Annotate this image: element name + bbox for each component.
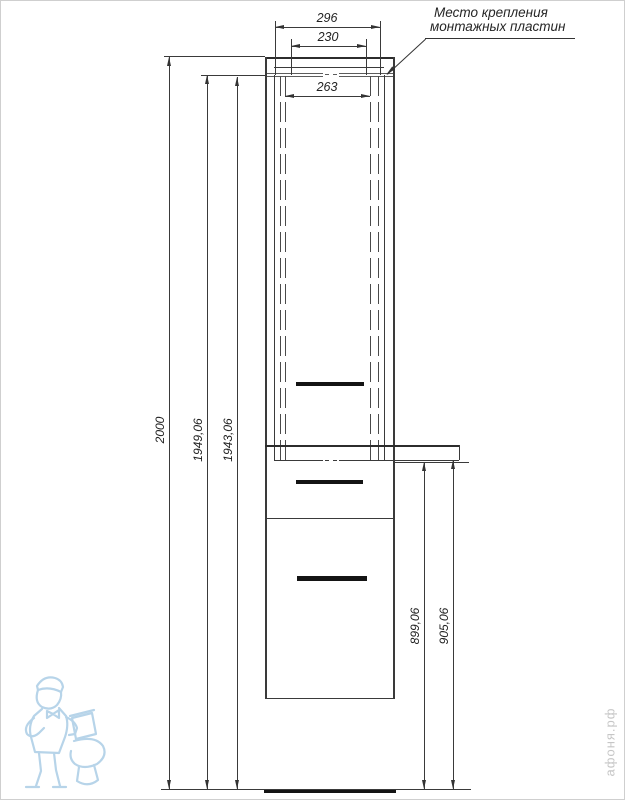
- arrow-icon: [422, 780, 426, 789]
- technical-drawing-canvas: 296 230 263 2000 1949,06 1943,06 899,06 905,06 Место крепления монтажных пластин афоня.рф: [0, 0, 625, 800]
- hidden-line-left: [285, 76, 286, 461]
- left-arm-icon: [26, 718, 44, 736]
- cabinet-base-line: [264, 790, 396, 793]
- ext-line-296-left: [275, 21, 276, 75]
- mount-line-upper-left: [265, 73, 323, 74]
- arrow-icon: [285, 94, 294, 98]
- ext-line-230-right: [366, 39, 367, 75]
- arrow-icon: [291, 44, 300, 48]
- countertop-right-edge: [459, 445, 460, 460]
- cabinet-right-edge: [393, 57, 395, 699]
- arrow-icon: [422, 462, 426, 471]
- hidden-line-left: [280, 76, 281, 461]
- head-icon: [37, 690, 62, 709]
- hidden-line-right: [370, 76, 371, 461]
- ext-line-mount-left: [201, 75, 265, 76]
- arrow-icon: [451, 780, 455, 789]
- dim-line-263: [285, 96, 370, 97]
- arrow-icon: [357, 44, 366, 48]
- dim-line-1949: [207, 75, 208, 789]
- dim-line-2000: [169, 57, 170, 789]
- cabinet-inner-right-edge: [384, 75, 385, 461]
- leader-underline: [425, 38, 575, 39]
- drawer-handle: [296, 480, 363, 484]
- dim-line-905: [453, 460, 454, 789]
- hidden-line-right: [378, 76, 379, 461]
- dim-label-263: 263: [316, 80, 338, 94]
- mount-line-break-dash: [333, 74, 337, 75]
- arrow-icon: [235, 77, 239, 86]
- door-bottom-edge: [265, 698, 394, 699]
- arrow-icon: [361, 94, 370, 98]
- ext-line-top-2000: [164, 56, 265, 57]
- countertop-break-dash: [325, 460, 329, 461]
- site-watermark-text: афоня.рф: [602, 707, 618, 777]
- mount-line-break-dash: [325, 74, 329, 75]
- mounting-plate-note: [430, 6, 586, 34]
- cabinet-left-edge: [265, 57, 267, 699]
- countertop-top-edge: [265, 445, 460, 447]
- ext-line-right-dims: [394, 462, 469, 463]
- ext-line-296-right: [380, 21, 381, 75]
- cap-icon: [37, 677, 63, 692]
- cabinet-top-edge: [265, 57, 394, 59]
- dim-label-230: 230: [317, 30, 339, 44]
- dim-line-230: [291, 46, 366, 47]
- dim-line-899: [424, 462, 425, 789]
- legs-icon: [36, 753, 60, 786]
- bowtie-icon: [47, 710, 59, 718]
- lower-door-handle: [297, 576, 367, 581]
- countertop-break-dash: [333, 460, 337, 461]
- cabinet-inner-left-edge: [274, 75, 275, 461]
- arrow-icon: [275, 25, 284, 29]
- plumber-toilet-watermark-icon: [9, 673, 113, 795]
- countertop-bottom-right: [339, 460, 459, 461]
- arrow-icon: [235, 780, 239, 789]
- arrow-icon: [167, 780, 171, 789]
- dim-line-296: [275, 27, 380, 28]
- mounting-plate-note-line2: монтажных пластин: [430, 19, 566, 34]
- jacket-icon: [30, 708, 67, 753]
- dim-label-296: 296: [316, 11, 338, 25]
- countertop-bottom-left: [274, 460, 323, 461]
- mounting-plate-note-line1: Место крепления: [434, 5, 548, 20]
- dim-line-1943: [237, 77, 238, 789]
- arrow-icon: [451, 460, 455, 469]
- arrow-icon: [167, 57, 171, 66]
- mount-line-lower-right: [339, 76, 394, 77]
- arrow-icon: [205, 75, 209, 84]
- arrow-icon: [205, 780, 209, 789]
- drawer-divider-line: [265, 518, 394, 519]
- toilet-bowl-icon: [71, 739, 105, 767]
- arrow-icon: [371, 25, 380, 29]
- upper-door-handle: [296, 382, 364, 386]
